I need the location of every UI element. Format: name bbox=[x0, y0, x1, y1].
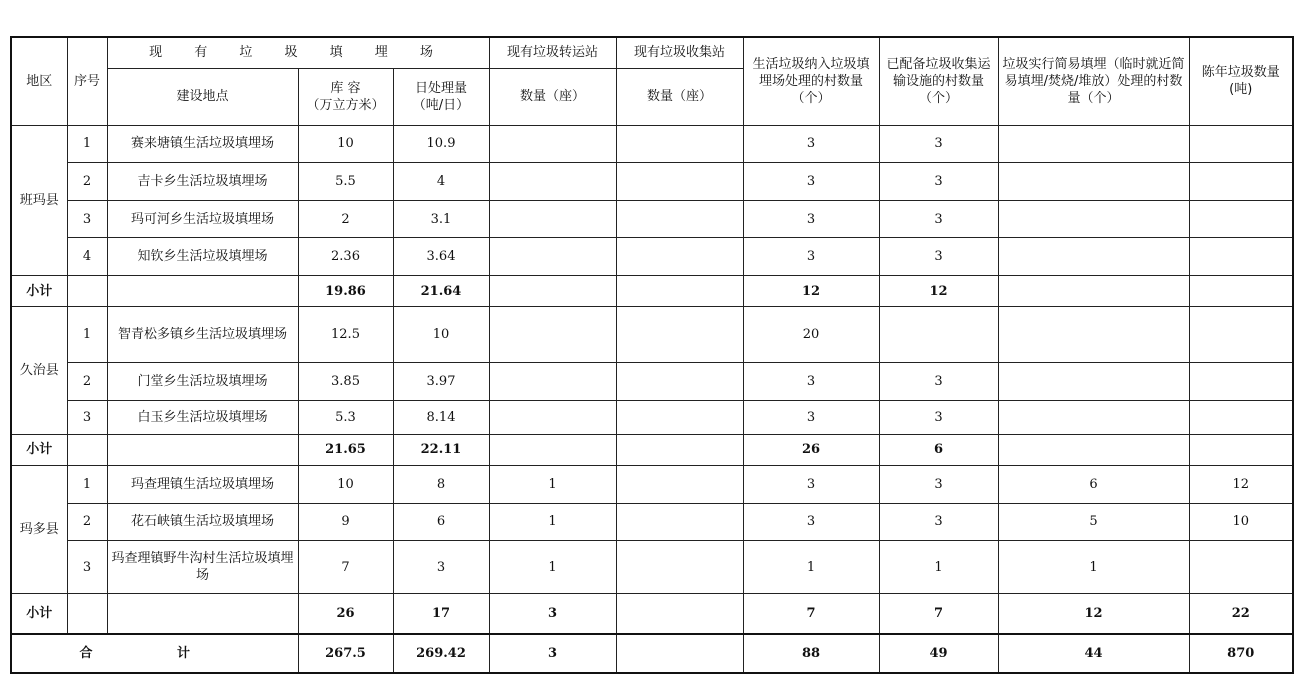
header-site: 建设地点 bbox=[107, 68, 298, 125]
subtotal-label: 小计 bbox=[11, 594, 67, 635]
vs-cell: 5 bbox=[998, 503, 1189, 541]
site-cell: 知钦乡生活垃圾填埋场 bbox=[107, 238, 298, 276]
header-capacity-line2: （万立方米） bbox=[306, 97, 385, 113]
header-villages-equipped: 已配备垃圾收集运输设施的村数量（个） bbox=[879, 37, 998, 125]
vs-cell bbox=[998, 238, 1189, 276]
table-body bbox=[11, 125, 1293, 673]
daily-cell: 8.14 bbox=[393, 400, 489, 434]
daily-cell: 4 bbox=[393, 163, 489, 201]
daily-cell: 3 bbox=[393, 541, 489, 594]
header-daily-line2: （吨/日） bbox=[412, 97, 470, 113]
header-daily bbox=[393, 68, 489, 125]
seq-cell bbox=[67, 594, 107, 635]
cap-cell: 2.36 bbox=[298, 238, 393, 276]
cap-cell: 10 bbox=[298, 466, 393, 504]
site-cell: 白玉乡生活垃圾填埋场 bbox=[107, 400, 298, 434]
site-cell: 花石峡镇生活垃圾填埋场 bbox=[107, 503, 298, 541]
site-cell bbox=[107, 275, 298, 307]
header-transfer-group: 现有垃圾转运站 bbox=[489, 37, 616, 68]
cap-cell: 2 bbox=[298, 200, 393, 238]
site-cell: 智青松多镇乡生活垃圾填埋场 bbox=[107, 307, 298, 363]
cap-cell: 12.5 bbox=[298, 307, 393, 363]
subtotal-row bbox=[11, 434, 1293, 466]
daily-cell: 22.11 bbox=[393, 434, 489, 466]
header-seq: 序号 bbox=[67, 37, 107, 125]
coll-cell bbox=[616, 400, 743, 434]
cap-cell: 19.86 bbox=[298, 275, 393, 307]
vs-cell bbox=[998, 125, 1189, 163]
vl-cell: 3 bbox=[743, 125, 879, 163]
header-transfer-count: 数量（座） bbox=[489, 68, 616, 125]
seq-cell: 3 bbox=[67, 400, 107, 434]
seq-cell: 3 bbox=[67, 200, 107, 238]
header-capacity bbox=[298, 68, 393, 125]
table-row bbox=[11, 200, 1293, 238]
daily-cell: 17 bbox=[393, 594, 489, 635]
old-cell bbox=[1189, 434, 1293, 466]
site-cell: 赛来塘镇生活垃圾填埋场 bbox=[107, 125, 298, 163]
ve-cell: 3 bbox=[879, 238, 998, 276]
vl-cell: 26 bbox=[743, 434, 879, 466]
seq-cell: 1 bbox=[67, 466, 107, 504]
header-villages-simple: 垃圾实行简易填埋（临时就近简易填埋/焚烧/堆放）处理的村数量（个） bbox=[998, 37, 1189, 125]
old-cell bbox=[1189, 400, 1293, 434]
coll-cell bbox=[616, 503, 743, 541]
daily-cell: 269.42 bbox=[393, 634, 489, 673]
table-row bbox=[11, 125, 1293, 163]
coll-cell bbox=[616, 307, 743, 363]
old-cell bbox=[1189, 275, 1293, 307]
cap-cell: 9 bbox=[298, 503, 393, 541]
site-cell bbox=[107, 434, 298, 466]
ve-cell: 3 bbox=[879, 363, 998, 401]
seq-cell: 2 bbox=[67, 163, 107, 201]
vl-cell: 3 bbox=[743, 400, 879, 434]
coll-cell bbox=[616, 594, 743, 635]
vl-cell: 3 bbox=[743, 238, 879, 276]
header-capacity-line1: 库 容 bbox=[330, 80, 361, 96]
subtotal-label: 小计 bbox=[11, 434, 67, 466]
seq-cell: 1 bbox=[67, 125, 107, 163]
ve-cell: 3 bbox=[879, 503, 998, 541]
table-row bbox=[11, 363, 1293, 401]
vl-cell: 3 bbox=[743, 200, 879, 238]
trans-cell: 1 bbox=[489, 503, 616, 541]
ve-cell: 3 bbox=[879, 200, 998, 238]
trans-cell: 3 bbox=[489, 594, 616, 635]
total-label: 合 计 bbox=[11, 634, 298, 673]
ve-cell: 3 bbox=[879, 466, 998, 504]
old-cell bbox=[1189, 307, 1293, 363]
old-cell bbox=[1189, 238, 1293, 276]
cap-cell: 21.65 bbox=[298, 434, 393, 466]
vs-cell: 6 bbox=[998, 466, 1189, 504]
daily-cell: 10.9 bbox=[393, 125, 489, 163]
site-cell: 吉卡乡生活垃圾填埋场 bbox=[107, 163, 298, 201]
vs-cell bbox=[998, 363, 1189, 401]
ve-cell: 3 bbox=[879, 125, 998, 163]
table-row bbox=[11, 238, 1293, 276]
table-row bbox=[11, 541, 1293, 594]
header-collect-group: 现有垃圾收集站 bbox=[616, 37, 743, 68]
cap-cell: 7 bbox=[298, 541, 393, 594]
trans-cell bbox=[489, 307, 616, 363]
old-cell bbox=[1189, 200, 1293, 238]
daily-cell: 3.97 bbox=[393, 363, 489, 401]
coll-cell bbox=[616, 125, 743, 163]
old-cell bbox=[1189, 363, 1293, 401]
vs-cell bbox=[998, 307, 1189, 363]
old-cell: 22 bbox=[1189, 594, 1293, 635]
ve-cell: 49 bbox=[879, 634, 998, 673]
vl-cell: 3 bbox=[743, 503, 879, 541]
vs-cell: 12 bbox=[998, 594, 1189, 635]
coll-cell bbox=[616, 466, 743, 504]
header-old-waste: 陈年垃圾数量(吨) bbox=[1189, 37, 1293, 125]
cap-cell: 3.85 bbox=[298, 363, 393, 401]
seq-cell: 1 bbox=[67, 307, 107, 363]
vs-cell bbox=[998, 200, 1189, 238]
table-row bbox=[11, 503, 1293, 541]
ve-cell: 12 bbox=[879, 275, 998, 307]
cap-cell: 5.5 bbox=[298, 163, 393, 201]
seq-cell bbox=[67, 434, 107, 466]
daily-cell: 21.64 bbox=[393, 275, 489, 307]
old-cell bbox=[1189, 163, 1293, 201]
trans-cell bbox=[489, 163, 616, 201]
region-cell: 玛多县 bbox=[11, 466, 67, 594]
region-cell: 久治县 bbox=[11, 307, 67, 434]
vl-cell: 88 bbox=[743, 634, 879, 673]
old-cell bbox=[1189, 541, 1293, 594]
header-landfill-group: 现 有 垃 圾 填 埋 场 bbox=[107, 37, 489, 68]
header-daily-line1: 日处理量 bbox=[414, 80, 467, 96]
old-cell bbox=[1189, 125, 1293, 163]
site-cell: 玛可河乡生活垃圾填埋场 bbox=[107, 200, 298, 238]
subtotal-label: 小计 bbox=[11, 275, 67, 307]
seq-cell: 2 bbox=[67, 503, 107, 541]
cap-cell: 5.3 bbox=[298, 400, 393, 434]
landfill-table bbox=[10, 36, 1294, 674]
ve-cell: 7 bbox=[879, 594, 998, 635]
site-cell bbox=[107, 594, 298, 635]
coll-cell bbox=[616, 434, 743, 466]
trans-cell bbox=[489, 275, 616, 307]
old-cell: 10 bbox=[1189, 503, 1293, 541]
ve-cell: 1 bbox=[879, 541, 998, 594]
vl-cell: 3 bbox=[743, 466, 879, 504]
seq-cell: 4 bbox=[67, 238, 107, 276]
vs-cell bbox=[998, 400, 1189, 434]
header-villages-landfill: 生活垃圾纳入垃圾填埋场处理的村数量（个） bbox=[743, 37, 879, 125]
coll-cell bbox=[616, 238, 743, 276]
trans-cell bbox=[489, 200, 616, 238]
ve-cell: 3 bbox=[879, 163, 998, 201]
seq-cell: 2 bbox=[67, 363, 107, 401]
subtotal-row bbox=[11, 275, 1293, 307]
trans-cell: 3 bbox=[489, 634, 616, 673]
vl-cell: 7 bbox=[743, 594, 879, 635]
header-region: 地区 bbox=[11, 37, 67, 125]
old-cell: 12 bbox=[1189, 466, 1293, 504]
vs-cell bbox=[998, 434, 1189, 466]
vl-cell: 1 bbox=[743, 541, 879, 594]
cap-cell: 10 bbox=[298, 125, 393, 163]
daily-cell: 10 bbox=[393, 307, 489, 363]
site-cell: 玛查理镇野牛沟村生活垃圾填埋场 bbox=[107, 541, 298, 594]
cap-cell: 26 bbox=[298, 594, 393, 635]
coll-cell bbox=[616, 541, 743, 594]
trans-cell bbox=[489, 400, 616, 434]
vs-cell: 1 bbox=[998, 541, 1189, 594]
vs-cell bbox=[998, 275, 1189, 307]
site-cell: 玛查理镇生活垃圾填埋场 bbox=[107, 466, 298, 504]
cap-cell: 267.5 bbox=[298, 634, 393, 673]
vl-cell: 3 bbox=[743, 363, 879, 401]
ve-cell bbox=[879, 307, 998, 363]
coll-cell bbox=[616, 163, 743, 201]
table-row bbox=[11, 466, 1293, 504]
vs-cell: 44 bbox=[998, 634, 1189, 673]
trans-cell: 1 bbox=[489, 541, 616, 594]
trans-cell bbox=[489, 363, 616, 401]
seq-cell bbox=[67, 275, 107, 307]
ve-cell: 3 bbox=[879, 400, 998, 434]
table-row bbox=[11, 400, 1293, 434]
ve-cell: 6 bbox=[879, 434, 998, 466]
seq-cell: 3 bbox=[67, 541, 107, 594]
trans-cell bbox=[489, 238, 616, 276]
site-cell: 门堂乡生活垃圾填埋场 bbox=[107, 363, 298, 401]
trans-cell: 1 bbox=[489, 466, 616, 504]
table-row bbox=[11, 163, 1293, 201]
total-row bbox=[11, 634, 1293, 673]
vl-cell: 3 bbox=[743, 163, 879, 201]
header-collect-count: 数量（座） bbox=[616, 68, 743, 125]
daily-cell: 8 bbox=[393, 466, 489, 504]
trans-cell bbox=[489, 434, 616, 466]
region-cell: 班玛县 bbox=[11, 125, 67, 275]
table-row bbox=[11, 307, 1293, 363]
vl-cell: 20 bbox=[743, 307, 879, 363]
subtotal-row bbox=[11, 594, 1293, 635]
coll-cell bbox=[616, 275, 743, 307]
coll-cell bbox=[616, 634, 743, 673]
coll-cell bbox=[616, 200, 743, 238]
coll-cell bbox=[616, 363, 743, 401]
daily-cell: 3.64 bbox=[393, 238, 489, 276]
old-cell: 870 bbox=[1189, 634, 1293, 673]
trans-cell bbox=[489, 125, 616, 163]
vl-cell: 12 bbox=[743, 275, 879, 307]
daily-cell: 3.1 bbox=[393, 200, 489, 238]
vs-cell bbox=[998, 163, 1189, 201]
daily-cell: 6 bbox=[393, 503, 489, 541]
